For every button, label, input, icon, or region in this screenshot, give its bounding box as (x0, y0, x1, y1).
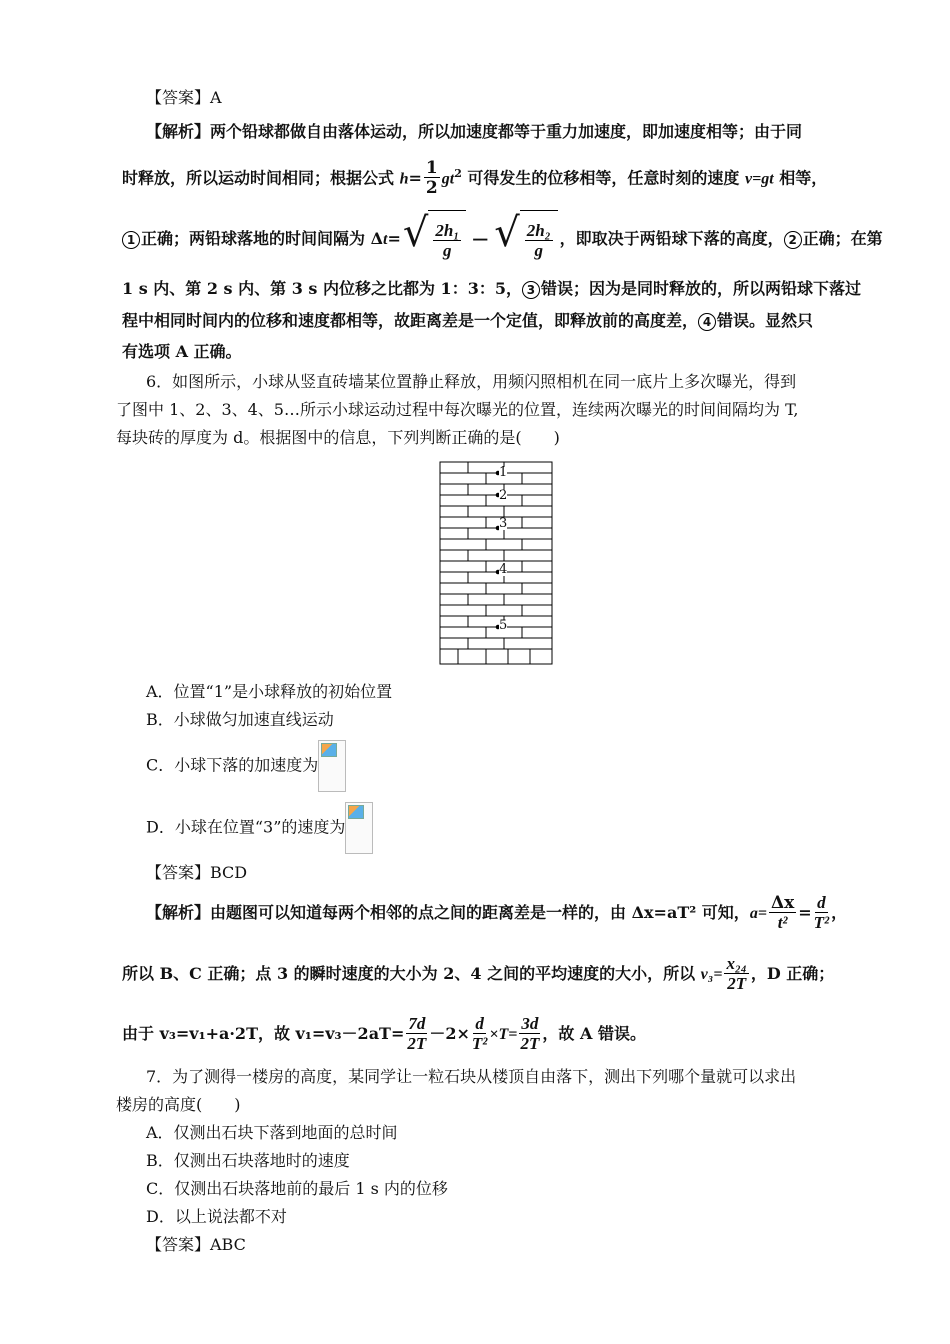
var-v: v (745, 170, 753, 188)
q5-analysis-line2 (122, 152, 827, 201)
fraction (406, 1015, 427, 1054)
q7-stem-line1: 7．为了测得一楼房的高度，某同学让一粒石块从楼顶自由落下，测出下列哪个量就可以求出 (146, 1067, 797, 1086)
text: 1 s 内、第 2 s 内、第 3 s 内位移之比都为 1：3：5， (122, 279, 522, 298)
denominator: 2T (727, 974, 747, 993)
analysis-label: 【解析】 (146, 903, 211, 922)
q6-stem-line1: 6．如图所示，小球从竖直砖墙某位置静止释放，用频闪照相机在同一底片上多次曝光，得到 (146, 372, 797, 391)
radicand (520, 210, 558, 269)
numerator: x₂₄ (726, 954, 747, 973)
q7-option-b: B．仅测出石块落地时的速度 (146, 1151, 350, 1170)
fraction (433, 222, 461, 261)
q7-stem-line2: 楼房的高度( ) (116, 1095, 241, 1114)
ball-label-1: 1 (499, 465, 508, 480)
fraction (525, 222, 553, 261)
fraction (814, 894, 829, 933)
fraction (472, 1015, 487, 1054)
q6-option-c (146, 740, 346, 792)
numerator: d (817, 893, 826, 912)
q5-analysis-line5 (122, 310, 813, 332)
sqrt-term-2 (494, 210, 557, 269)
denominator: T² (471, 1034, 488, 1053)
ball-label-2: 2 (499, 488, 508, 503)
text: = (408, 168, 422, 188)
text: 时释放，所以运动时间相同；根据公式 (122, 168, 400, 188)
numerator: d (475, 1014, 484, 1033)
q5-analysis-line1 (146, 121, 802, 143)
text: 由题图可以知道每两个相邻的点之间的距离差是一样的，由 Δx=aT² 可知， (210, 903, 750, 922)
q7-option-d: D．以上说法都不对 (146, 1207, 287, 1226)
text: = (798, 903, 812, 922)
var-t: t (383, 231, 388, 248)
circled-number: 1 (122, 231, 140, 249)
ball-label-4: 4 (499, 562, 508, 577)
q7-option-a: A．仅测出石块下落到地面的总时间 (146, 1123, 398, 1142)
denominator: g (534, 241, 543, 260)
analysis-label: 【解析】 (146, 122, 211, 141)
numerator: 1 (425, 158, 438, 179)
text: ，故 A 错误。 (542, 1024, 646, 1043)
fraction (519, 1015, 540, 1054)
q7-answer: 【答案】ABC (146, 1235, 246, 1254)
var-gt: gt (441, 170, 455, 188)
brick-lines (440, 462, 552, 664)
q5-analysis-line4 (122, 278, 861, 300)
fraction (724, 955, 748, 994)
text: 错误；因为是同时释放的，所以两铅球下落过 (540, 279, 861, 298)
image-placeholder (348, 805, 364, 819)
text: 错误。显然只 (717, 311, 814, 330)
analysis-text: 两个铅球都做自由落体运动，所以加速度都等于重力加速度，即加速度相等；由于同 (210, 122, 803, 141)
text: ×T= (489, 1026, 518, 1043)
denominator: t² (777, 913, 788, 932)
q5-analysis-line6: 有选项 A 正确。 (122, 342, 242, 361)
q6-option-a: A．位置“1”是小球释放的初始位置 (146, 682, 393, 701)
var-h: h (399, 170, 409, 188)
ball-label-5: 5 (499, 618, 508, 633)
fraction-half (424, 159, 440, 198)
denominator: 2 (425, 178, 438, 199)
image-placeholder (321, 743, 337, 757)
text: a= (749, 905, 767, 922)
radical-sign: √ (494, 210, 520, 256)
text: 由于 v₃=v₁+a·2T，故 v₁=v₃－2aT= (122, 1024, 405, 1043)
text: = (387, 229, 401, 248)
radical-sign: √ (402, 210, 429, 256)
brick-wall-figure (438, 460, 554, 666)
text: －2× (429, 1024, 470, 1043)
q7-option-c: C．仅测出石块落地前的最后 1 s 内的位移 (146, 1179, 448, 1198)
superscript: 2 (454, 167, 462, 180)
radicand (428, 210, 466, 269)
text: 程中相同时间内的位移和速度都相等，故距离差是一个定值，即释放前的高度差， (122, 311, 699, 330)
denominator: 2T (520, 1034, 540, 1053)
text: ， (831, 903, 848, 922)
denominator: 2T (407, 1034, 427, 1053)
q6-analysis-line2 (122, 951, 834, 998)
var-gt2: =gt (752, 170, 774, 188)
sqrt-term-1 (403, 210, 466, 269)
circled-number: 2 (784, 231, 802, 249)
text: 相等， (773, 168, 828, 188)
q6-option-b: B．小球做匀加速直线运动 (146, 710, 334, 729)
denominator: g (443, 241, 452, 260)
minus: — (472, 229, 489, 248)
circled-number: 3 (522, 281, 540, 299)
circled-number: 4 (698, 313, 716, 331)
numerator: 3d (521, 1014, 539, 1033)
q6-analysis-line1 (146, 890, 847, 937)
brick-wall-svg (438, 460, 554, 666)
numerator: 2h₂ (526, 221, 551, 240)
broken-image-icon (318, 740, 346, 792)
text: ，D 正确； (750, 964, 835, 983)
option-text: C．小球下落的加速度为 (146, 755, 319, 775)
q6-answer: 【答案】BCD (146, 863, 248, 882)
option-text: D．小球在位置“3”的速度为 (146, 817, 346, 837)
q5-answer: 【答案】A (146, 88, 222, 107)
numerator: Δx (770, 893, 795, 913)
q6-stem-line2: 了图中 1、2、3、4、5…所示小球运动过程中每次曝光的位置，连续两次曝光的时间间隔均为 T, (116, 400, 799, 419)
denominator: T² (813, 913, 830, 932)
text: ，即取决于两铅球下落的高度， (559, 229, 784, 248)
q5-analysis-line3 (122, 210, 883, 269)
ball-label-3: 3 (499, 516, 508, 531)
text: 正确；在第 (802, 229, 883, 248)
text: v₃= (700, 966, 723, 983)
q6-stem-line3: 每块砖的厚度为 d。根据图中的信息，下列判断正确的是( ) (116, 428, 560, 447)
fraction (769, 894, 796, 933)
text: 可得发生的位移相等，任意时刻的速度 (461, 168, 745, 188)
broken-image-icon (345, 802, 373, 854)
text: 所以 B、C 正确；点 3 的瞬时速度的大小为 2、4 之间的平均速度的大小，所以 (122, 964, 701, 983)
q6-option-d (146, 802, 373, 854)
text: 正确；两铅球落地的时间间隔为 Δ (141, 229, 383, 248)
numerator: 2h₁ (435, 221, 460, 240)
q6-analysis-line3 (122, 1011, 646, 1058)
numerator: 7d (408, 1014, 426, 1033)
